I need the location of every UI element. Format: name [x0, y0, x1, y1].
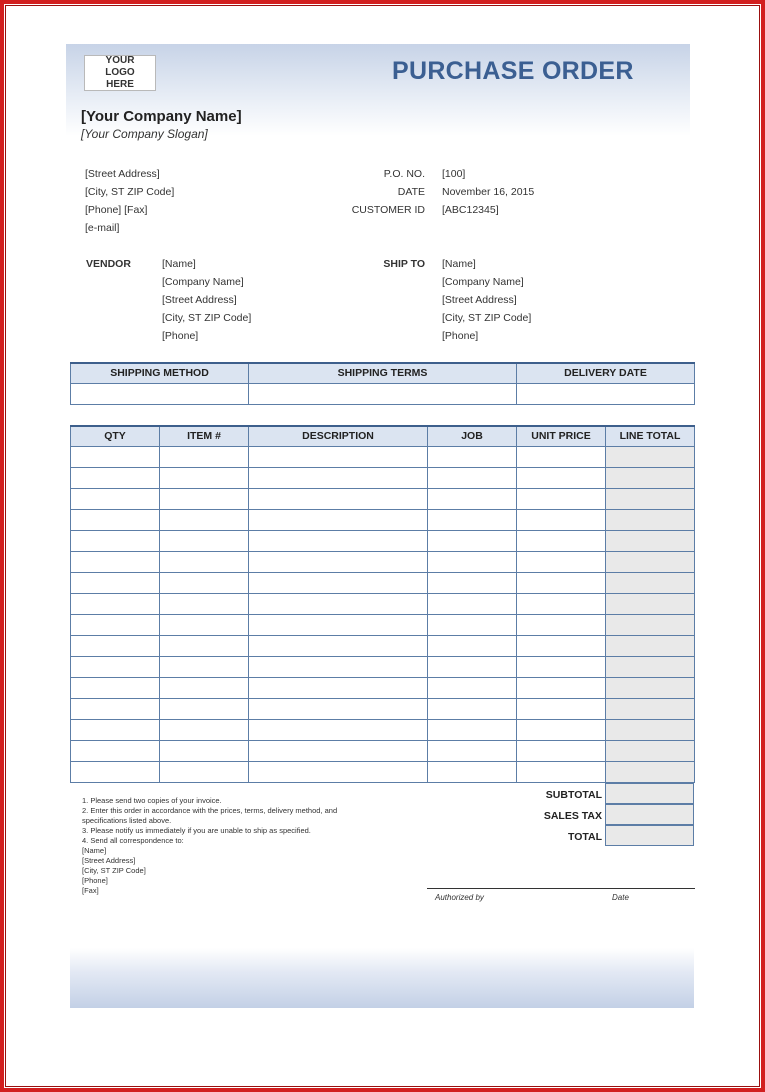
unit-price-cell[interactable]	[517, 593, 606, 614]
line-total-cell[interactable]	[606, 530, 695, 551]
table-row	[71, 677, 695, 698]
qty-cell[interactable]	[71, 593, 160, 614]
job-cell[interactable]	[428, 698, 517, 719]
unit-price-cell[interactable]	[517, 656, 606, 677]
unit-price-cell[interactable]	[517, 446, 606, 467]
qty-cell[interactable]	[71, 530, 160, 551]
description-cell[interactable]	[249, 698, 428, 719]
item-number-cell[interactable]	[160, 761, 249, 782]
job-cell[interactable]	[428, 509, 517, 530]
item-number-cell[interactable]	[160, 719, 249, 740]
shipping-row	[71, 383, 695, 404]
vendor-city: [City, ST ZIP Code]	[162, 312, 252, 324]
description-cell[interactable]	[249, 761, 428, 782]
items-table	[70, 425, 695, 783]
vendor-company: [Company Name]	[162, 276, 244, 288]
line-total-cell[interactable]	[606, 551, 695, 572]
job-cell[interactable]	[428, 530, 517, 551]
job-cell[interactable]	[428, 467, 517, 488]
line-total-cell[interactable]	[606, 740, 695, 761]
shipping-method-cell[interactable]	[71, 383, 249, 404]
item-number-cell[interactable]	[160, 488, 249, 509]
job-cell[interactable]	[428, 593, 517, 614]
description-cell[interactable]	[249, 572, 428, 593]
table-row	[71, 551, 695, 572]
unit-price-cell[interactable]	[517, 467, 606, 488]
qty-cell[interactable]	[71, 635, 160, 656]
qty-cell[interactable]	[71, 719, 160, 740]
items-header-row	[71, 426, 695, 446]
shipping-method-header: SHIPPING METHOD	[71, 363, 249, 383]
total-label: TOTAL	[567, 831, 602, 843]
note-line: [Street Address]	[82, 856, 136, 865]
line-total-cell[interactable]	[606, 614, 695, 635]
line-total-header: LINE TOTAL	[606, 426, 695, 446]
description-cell[interactable]	[249, 467, 428, 488]
date-value: November 16, 2015	[442, 186, 535, 198]
note-line: [City, ST ZIP Code]	[82, 866, 146, 875]
sales-tax-cell[interactable]	[605, 804, 694, 825]
note-line: 1. Please send two copies of your invoice.	[82, 796, 222, 805]
note-line: specifications listed above.	[82, 816, 172, 825]
job-cell[interactable]	[428, 572, 517, 593]
shipping-terms-header: SHIPPING TERMS	[249, 363, 517, 383]
qty-cell[interactable]	[71, 467, 160, 488]
sales-tax-label: SALES TAX	[543, 810, 602, 822]
note-line: 4. Send all correspondence to:	[82, 836, 184, 845]
qty-cell[interactable]	[71, 509, 160, 530]
shipping-table	[70, 362, 695, 405]
page-title: PURCHASE ORDER	[392, 57, 634, 85]
shipping-terms-cell[interactable]	[249, 383, 517, 404]
note-line: 2. Enter this order in accordance with the prices, terms, delivery method, and	[82, 806, 338, 815]
table-row	[71, 761, 695, 782]
line-total-cell[interactable]	[606, 509, 695, 530]
table-row	[71, 593, 695, 614]
description-cell[interactable]	[249, 593, 428, 614]
customer-id-value: [ABC12345]	[442, 204, 499, 216]
table-row	[71, 488, 695, 509]
description-cell[interactable]	[249, 740, 428, 761]
qty-cell[interactable]	[71, 551, 160, 572]
line-total-cell[interactable]	[606, 488, 695, 509]
table-row	[71, 614, 695, 635]
table-row	[71, 572, 695, 593]
qty-cell[interactable]	[71, 656, 160, 677]
note-line: [Phone]	[82, 876, 108, 885]
qty-cell[interactable]	[71, 488, 160, 509]
unit-price-cell[interactable]	[517, 572, 606, 593]
description-cell[interactable]	[249, 677, 428, 698]
delivery-date-header: DELIVERY DATE	[517, 363, 695, 383]
ship-to-company: [Company Name]	[442, 276, 524, 288]
delivery-date-cell[interactable]	[517, 383, 695, 404]
qty-cell[interactable]	[71, 761, 160, 782]
ship-to-street: [Street Address]	[442, 294, 517, 306]
ship-to-phone: [Phone]	[442, 330, 479, 342]
item-number-cell[interactable]	[160, 614, 249, 635]
order-notes	[82, 796, 382, 896]
description-cell[interactable]	[249, 530, 428, 551]
table-row	[71, 530, 695, 551]
po-number-label: P.O. NO.	[383, 168, 425, 180]
job-cell[interactable]	[428, 488, 517, 509]
signature-date-label: Date	[612, 893, 629, 902]
item-number-cell[interactable]	[160, 572, 249, 593]
table-row	[71, 509, 695, 530]
note-line: 3. Please notify us immediately if you are unable to ship as specified.	[82, 826, 311, 835]
table-row	[71, 740, 695, 761]
company-phone-fax: [Phone] [Fax]	[85, 204, 148, 216]
job-cell[interactable]	[428, 614, 517, 635]
po-number-value: [100]	[442, 168, 466, 180]
item-number-cell[interactable]	[160, 551, 249, 572]
company-email: [e-mail]	[85, 222, 120, 234]
qty-cell[interactable]	[71, 677, 160, 698]
qty-cell[interactable]	[71, 572, 160, 593]
job-header: JOB	[428, 426, 517, 446]
unit-price-cell[interactable]	[517, 740, 606, 761]
company-name: [Your Company Name]	[81, 108, 242, 125]
company-street: [Street Address]	[85, 168, 160, 180]
signature-line[interactable]	[427, 888, 695, 889]
note-line: [Fax]	[82, 886, 99, 895]
line-total-cell[interactable]	[606, 446, 695, 467]
item-number-cell[interactable]	[160, 677, 249, 698]
item-number-cell[interactable]	[160, 740, 249, 761]
company-slogan: [Your Company Slogan]	[81, 127, 208, 141]
item-number-cell[interactable]	[160, 467, 249, 488]
job-cell[interactable]	[428, 551, 517, 572]
description-cell[interactable]	[249, 551, 428, 572]
unit-price-cell[interactable]	[517, 635, 606, 656]
job-cell[interactable]	[428, 446, 517, 467]
table-row	[71, 635, 695, 656]
vendor-label: VENDOR	[86, 258, 131, 270]
footer-gradient	[70, 948, 694, 1008]
table-row	[71, 719, 695, 740]
unit-price-cell[interactable]	[517, 530, 606, 551]
ship-to-city: [City, ST ZIP Code]	[442, 312, 532, 324]
ship-to-label: SHIP TO	[383, 258, 425, 270]
job-cell[interactable]	[428, 656, 517, 677]
unit-price-cell[interactable]	[517, 719, 606, 740]
description-cell[interactable]	[249, 635, 428, 656]
item-number-cell[interactable]	[160, 593, 249, 614]
item-number-header: ITEM #	[160, 426, 249, 446]
line-total-cell[interactable]	[606, 467, 695, 488]
line-total-cell[interactable]	[606, 761, 695, 782]
unit-price-cell[interactable]	[517, 488, 606, 509]
job-cell[interactable]	[428, 740, 517, 761]
vendor-name: [Name]	[162, 258, 196, 270]
job-cell[interactable]	[428, 761, 517, 782]
line-total-cell[interactable]	[606, 635, 695, 656]
item-number-cell[interactable]	[160, 509, 249, 530]
description-cell[interactable]	[249, 656, 428, 677]
company-city: [City, ST ZIP Code]	[85, 186, 175, 198]
item-number-cell[interactable]	[160, 656, 249, 677]
description-cell[interactable]	[249, 446, 428, 467]
unit-price-header: UNIT PRICE	[517, 426, 606, 446]
unit-price-cell[interactable]	[517, 509, 606, 530]
line-total-cell[interactable]	[606, 656, 695, 677]
date-label: DATE	[397, 186, 425, 198]
line-total-cell[interactable]	[606, 593, 695, 614]
description-cell[interactable]	[249, 614, 428, 635]
total-cell[interactable]	[605, 825, 694, 846]
customer-id-label: CUSTOMER ID	[351, 204, 425, 216]
job-cell[interactable]	[428, 677, 517, 698]
unit-price-cell[interactable]	[517, 698, 606, 719]
vendor-phone: [Phone]	[162, 330, 199, 342]
unit-price-cell[interactable]	[517, 761, 606, 782]
shipping-header-row	[71, 363, 695, 383]
qty-cell[interactable]	[71, 446, 160, 467]
job-cell[interactable]	[428, 635, 517, 656]
subtotal-label: SUBTOTAL	[545, 789, 602, 801]
items-body	[71, 446, 695, 782]
item-number-cell[interactable]	[160, 446, 249, 467]
ship-to-name: [Name]	[442, 258, 476, 270]
qty-header: QTY	[71, 426, 160, 446]
item-number-cell[interactable]	[160, 530, 249, 551]
logo-placeholder: YOUR LOGO HERE	[84, 55, 156, 91]
qty-cell[interactable]	[71, 698, 160, 719]
authorized-by-label: Authorized by	[435, 893, 484, 902]
table-row	[71, 446, 695, 467]
unit-price-cell[interactable]	[517, 614, 606, 635]
unit-price-cell[interactable]	[517, 677, 606, 698]
description-cell[interactable]	[249, 719, 428, 740]
unit-price-cell[interactable]	[517, 551, 606, 572]
vendor-street: [Street Address]	[162, 294, 237, 306]
line-total-cell[interactable]	[606, 572, 695, 593]
description-cell[interactable]	[249, 509, 428, 530]
table-row	[71, 467, 695, 488]
item-number-cell[interactable]	[160, 698, 249, 719]
line-total-cell[interactable]	[606, 677, 695, 698]
purchase-order-page	[66, 44, 690, 1010]
line-total-cell[interactable]	[606, 698, 695, 719]
job-cell[interactable]	[428, 719, 517, 740]
table-row	[71, 698, 695, 719]
qty-cell[interactable]	[71, 740, 160, 761]
qty-cell[interactable]	[71, 614, 160, 635]
item-number-cell[interactable]	[160, 635, 249, 656]
table-row	[71, 656, 695, 677]
line-total-cell[interactable]	[606, 719, 695, 740]
subtotal-cell[interactable]	[605, 783, 694, 804]
description-cell[interactable]	[249, 488, 428, 509]
note-line: [Name]	[82, 846, 107, 855]
description-header: DESCRIPTION	[249, 426, 428, 446]
